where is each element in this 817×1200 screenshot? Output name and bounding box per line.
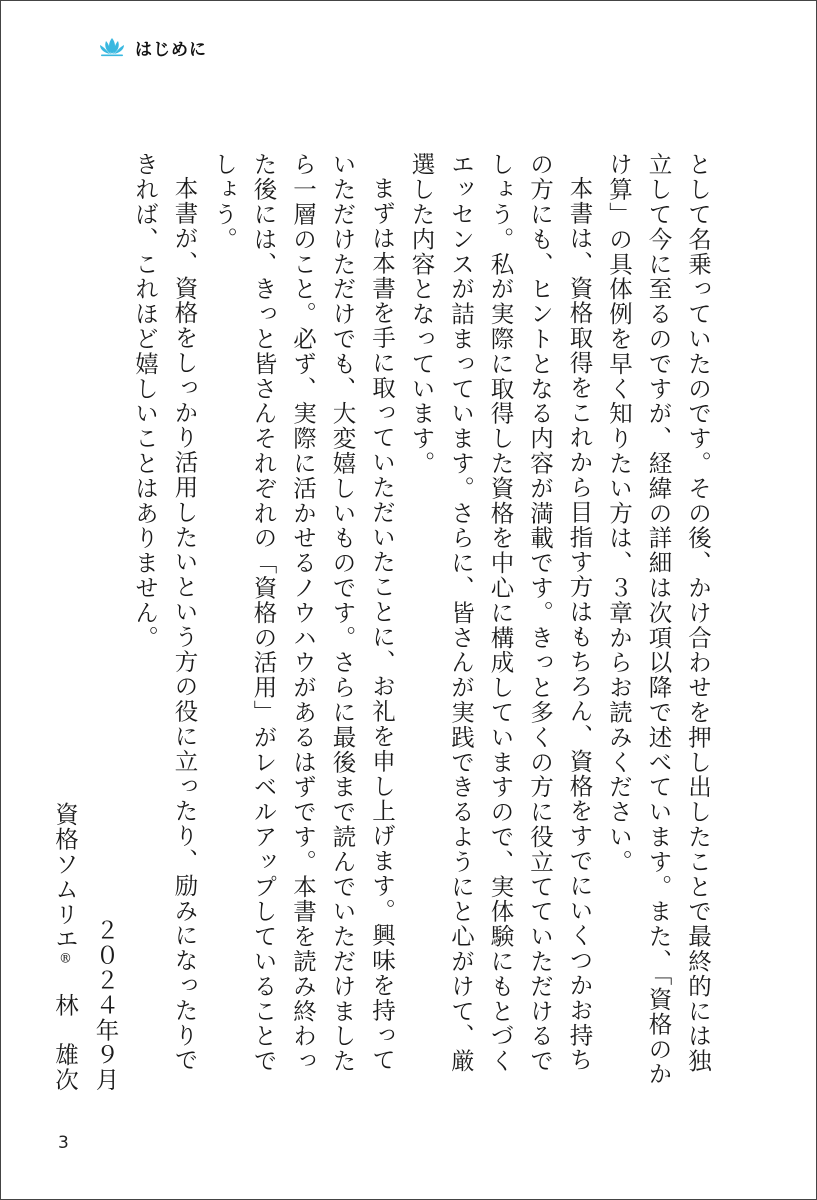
signature-date: ２０２４年９月 [91, 917, 120, 1092]
chapter-header [97, 35, 207, 59]
lotus-icon [97, 37, 127, 57]
page-number: 3 [58, 1133, 69, 1153]
author-given-name: 雄次 [51, 1042, 79, 1092]
paragraph: 本書が、資格をしっかり活用したいという方の役に立ったり、励みになったりできれば、これほど嬉しいことはありません。 [131, 152, 199, 1072]
paragraph-continued: として名乗っていたのです。その後、かけ合わせを押し出したことで最終的には独立して今に至るのですが、経緯の詳細は次項以降で述べています。また、「資格のかけ算」の具体例を早く知りたい方は、３章からお読みください。 [605, 152, 712, 1087]
author-title: 資格ソムリエ [51, 801, 79, 952]
chapter-title: はじめに [135, 39, 207, 60]
author-surname: 林 [51, 992, 79, 1018]
paragraph: 本書は、資格取得をこれから目指す方はもちろん、資格をすでにいくつかお持ちの方にも、ヒントとなる内容が満載です。きっと多くの方に役立てていただけるでしょう。私が実際に取得した資格を中心に構成していますので、実体験にもとづくエッセンスが詰まっています。さらに、皆さんが実践できるようにと心がけて、厳選した内容となっています。 [407, 152, 594, 1074]
registered-mark: ® [58, 951, 73, 968]
signature-author [45, 152, 86, 1092]
paragraph: まずは本書を手に取っていただいたことに、お礼を申し上げます。興味を持っていただけただけでも、大変嬉しいものです。さらに最後まで読んでいただけましたら一層のこと。必ず、実際に活かせるノウハウがあるはずです。本書を読み終わった後には、きっと皆さんそれぞれの「資格の活用」がレベルアップしていることでしょう。 [210, 152, 396, 1074]
vertical-body-text [51, 152, 717, 1092]
